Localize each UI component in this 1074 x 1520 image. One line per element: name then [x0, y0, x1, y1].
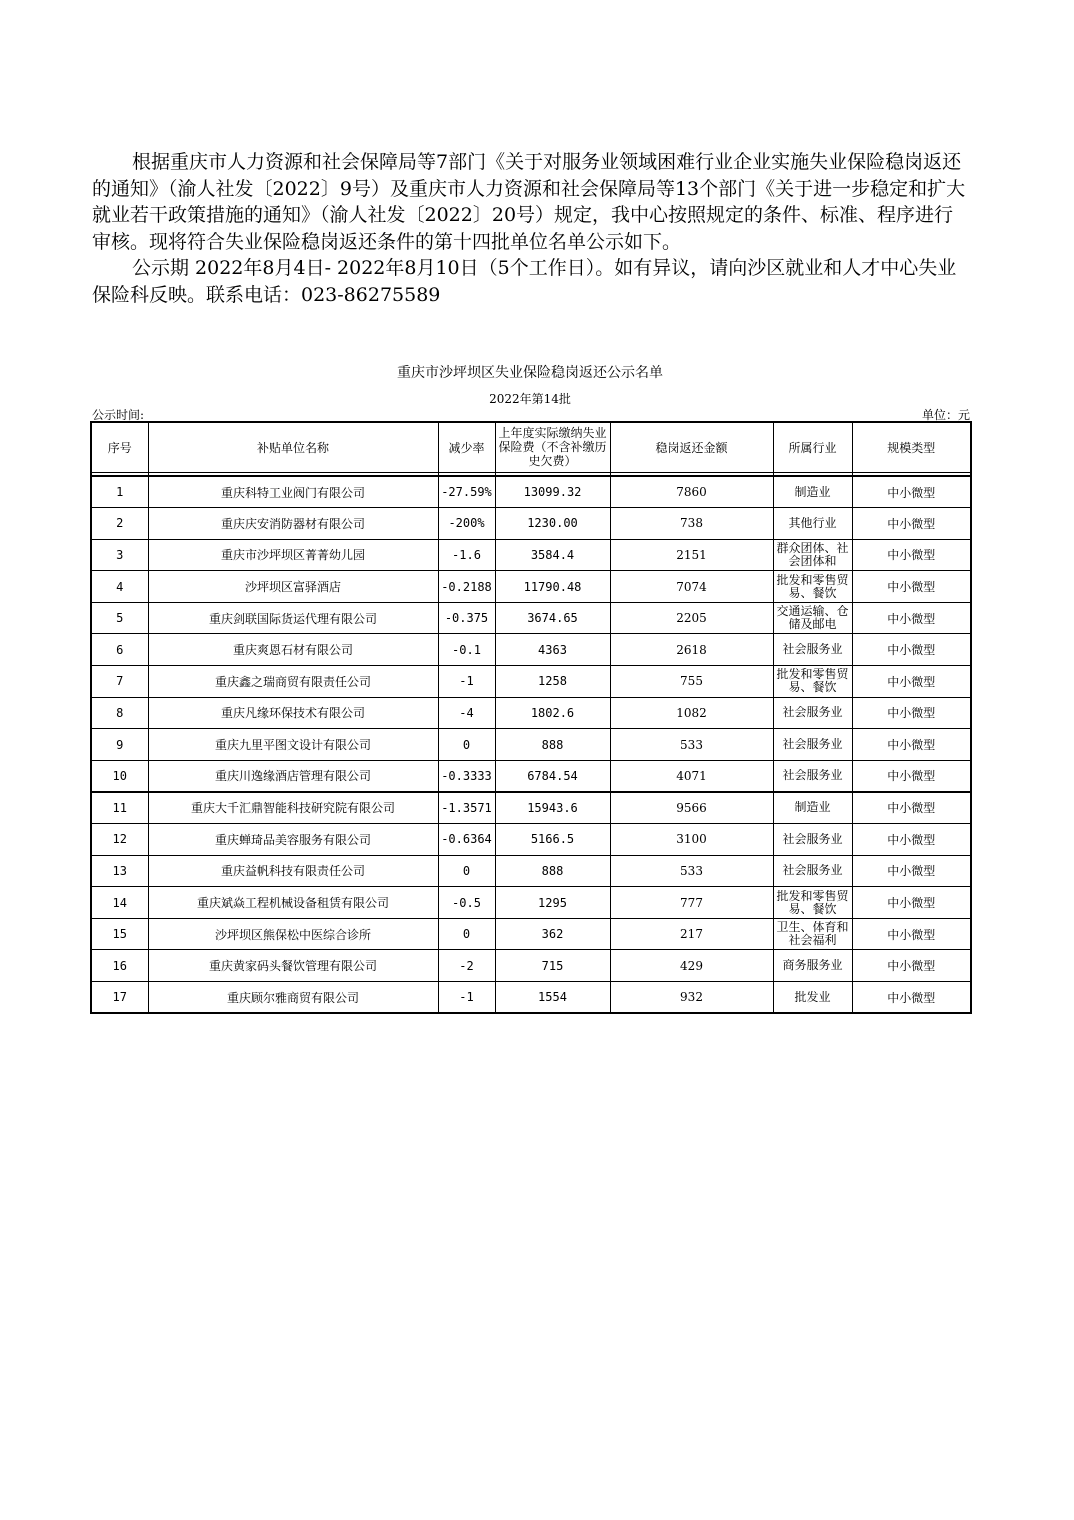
cell-reduction-rate: -1.3571 [438, 792, 495, 824]
header-premium-paid: 上年度实际缴纳失业保险费（不含补缴历史欠费） [495, 422, 610, 472]
cell-refund-amount: 9566 [610, 792, 773, 824]
cell-index: 17 [91, 982, 148, 1014]
cell-reduction-rate: -0.1 [438, 634, 495, 666]
cell-industry [773, 634, 852, 666]
cell-refund-amount: 217 [610, 918, 773, 950]
cell-reduction-rate: -2 [438, 950, 495, 982]
table-row [91, 760, 971, 792]
cell-premium-paid: 13099.32 [495, 476, 610, 508]
table-title: 重庆市沙坪坝区失业保险稳岗返还公示名单 [397, 365, 663, 381]
cell-industry [773, 950, 852, 982]
table-row [91, 571, 971, 603]
cell-index: 6 [91, 634, 148, 666]
cell-reduction-rate: -1 [438, 666, 495, 698]
cell-index: 1 [91, 476, 148, 508]
cell-industry [773, 982, 852, 1014]
cell-scale: 中小微型 [852, 697, 971, 729]
cell-industry [773, 476, 852, 508]
cell-industry [773, 792, 852, 824]
cell-unit-name: 重庆凡缘环保技术有限公司 [148, 697, 438, 729]
table-row [91, 602, 971, 634]
cell-scale: 中小微型 [852, 539, 971, 571]
table-row [91, 476, 971, 508]
table-row [91, 508, 971, 540]
cell-scale: 中小微型 [852, 634, 971, 666]
industry-text: 群众团体、社会团体和 [776, 541, 849, 568]
cell-industry [773, 508, 852, 540]
cell-industry [773, 697, 852, 729]
cell-index: 11 [91, 792, 148, 824]
table-subtitle: 2022年第14批 [489, 392, 571, 406]
header-reduction-rate: 减少率 [438, 422, 495, 472]
cell-industry [773, 539, 852, 571]
cell-unit-name: 重庆庆安消防器材有限公司 [148, 508, 438, 540]
cell-scale: 中小微型 [852, 508, 971, 540]
cell-scale: 中小微型 [852, 602, 971, 634]
cell-refund-amount: 755 [610, 666, 773, 698]
cell-unit-name: 重庆黄家码头餐饮管理有限公司 [148, 950, 438, 982]
cell-industry [773, 918, 852, 950]
cell-unit-name: 重庆斌焱工程机械设备租赁有限公司 [148, 887, 438, 919]
header-scale: 规模类型 [852, 422, 971, 472]
cell-refund-amount: 777 [610, 887, 773, 919]
industry-text: 社会服务业 [782, 864, 843, 878]
cell-industry [773, 887, 852, 919]
table-body [91, 476, 971, 1013]
table-row [91, 697, 971, 729]
industry-text: 卫生、体育和社会福利 [776, 921, 849, 948]
cell-index: 9 [91, 729, 148, 761]
cell-index: 5 [91, 602, 148, 634]
cell-scale: 中小微型 [852, 571, 971, 603]
table-row [91, 634, 971, 666]
industry-text: 制造业 [794, 801, 831, 815]
table-row [91, 824, 971, 856]
cell-index: 3 [91, 539, 148, 571]
cell-scale: 中小微型 [852, 666, 971, 698]
cell-premium-paid: 888 [495, 855, 610, 887]
cell-industry [773, 855, 852, 887]
cell-reduction-rate: -0.6364 [438, 824, 495, 856]
industry-text: 商务服务业 [782, 959, 843, 973]
industry-text: 社会服务业 [782, 643, 843, 657]
cell-refund-amount: 2205 [610, 602, 773, 634]
cell-unit-name: 沙坪坝区富驿酒店 [148, 571, 438, 603]
intro-paragraph-2: 公示期 2022年8月4日- 2022年8月10日（5个工作日）。如有异议，请向沙区就业和人才中心失业保险科反映。联系电话：023-86275589 [92, 257, 957, 306]
cell-premium-paid: 3674.65 [495, 602, 610, 634]
cell-unit-name: 重庆剑联国际货运代理有限公司 [148, 602, 438, 634]
table-row [91, 887, 971, 919]
cell-industry [773, 666, 852, 698]
industry-text: 社会服务业 [782, 832, 843, 846]
cell-index: 8 [91, 697, 148, 729]
cell-scale: 中小微型 [852, 982, 971, 1014]
intro-text [92, 149, 972, 308]
cell-scale: 中小微型 [852, 729, 971, 761]
industry-text: 批发和零售贸易、餐饮 [776, 668, 849, 695]
cell-scale: 中小微型 [852, 824, 971, 856]
table-row [91, 855, 971, 887]
cell-premium-paid: 11790.48 [495, 571, 610, 603]
table-row [91, 729, 971, 761]
cell-unit-name: 重庆益帆科技有限责任公司 [148, 855, 438, 887]
cell-index: 13 [91, 855, 148, 887]
cell-premium-paid: 715 [495, 950, 610, 982]
industry-text: 其他行业 [788, 516, 837, 530]
cell-reduction-rate: -27.59% [438, 476, 495, 508]
cell-premium-paid: 4363 [495, 634, 610, 666]
cell-industry [773, 824, 852, 856]
cell-reduction-rate: 0 [438, 729, 495, 761]
cell-unit-name: 重庆顾尔雅商贸有限公司 [148, 982, 438, 1014]
cell-unit-name: 重庆蝉琦品美容服务有限公司 [148, 824, 438, 856]
cell-premium-paid: 1295 [495, 887, 610, 919]
cell-industry [773, 602, 852, 634]
industry-text: 交通运输、仓储及邮电 [776, 605, 849, 632]
cell-refund-amount: 2618 [610, 634, 773, 666]
cell-reduction-rate: -1 [438, 982, 495, 1014]
cell-reduction-rate: -0.375 [438, 602, 495, 634]
cell-unit-name: 重庆爽恩石材有限公司 [148, 634, 438, 666]
cell-scale: 中小微型 [852, 792, 971, 824]
table-header [91, 422, 971, 476]
table-row [91, 918, 971, 950]
cell-refund-amount: 3100 [610, 824, 773, 856]
cell-premium-paid: 1802.6 [495, 697, 610, 729]
cell-premium-paid: 1554 [495, 982, 610, 1014]
unit-label: 单位：元 [921, 408, 970, 422]
cell-index: 12 [91, 824, 148, 856]
industry-text: 社会服务业 [782, 706, 843, 720]
table-row [91, 950, 971, 982]
cell-reduction-rate: -4 [438, 697, 495, 729]
cell-index: 2 [91, 508, 148, 540]
cell-scale: 中小微型 [852, 887, 971, 919]
industry-text: 社会服务业 [782, 769, 843, 783]
cell-premium-paid: 6784.54 [495, 760, 610, 792]
cell-index: 7 [91, 666, 148, 698]
industry-text: 制造业 [794, 485, 831, 499]
table-row [91, 666, 971, 698]
cell-premium-paid: 5166.5 [495, 824, 610, 856]
cell-premium-paid: 3584.4 [495, 539, 610, 571]
cell-premium-paid: 15943.6 [495, 792, 610, 824]
intro-paragraph-1: 根据重庆市人力资源和社会保障局等7部门《关于对服务业领域困难行业企业实施失业保险稳岗返还的通知》（渝人社发〔2022〕9号）及重庆市人力资源和社会保障局等13个部门《关于进一步稳定和扩大就业若干政策措施的通知》（渝人社发〔2022〕20号）规定，我中心按照规定的条件、标准、程序进行审核。现将符合失业保险稳岗返还条件的第十四批单位名单公示如下。 [92, 151, 966, 253]
cell-reduction-rate: -200% [438, 508, 495, 540]
cell-refund-amount: 1082 [610, 697, 773, 729]
cell-industry [773, 571, 852, 603]
cell-reduction-rate: 0 [438, 855, 495, 887]
header-unit-name: 补贴单位名称 [148, 422, 438, 472]
cell-index: 14 [91, 887, 148, 919]
list-table [90, 421, 972, 1014]
cell-refund-amount: 429 [610, 950, 773, 982]
header-index: 序号 [91, 422, 148, 472]
cell-reduction-rate: 0 [438, 918, 495, 950]
cell-scale: 中小微型 [852, 760, 971, 792]
cell-industry [773, 760, 852, 792]
cell-premium-paid: 1230.00 [495, 508, 610, 540]
cell-refund-amount: 738 [610, 508, 773, 540]
cell-refund-amount: 2151 [610, 539, 773, 571]
cell-premium-paid: 362 [495, 918, 610, 950]
cell-refund-amount: 7860 [610, 476, 773, 508]
cell-unit-name: 重庆大千汇鼎智能科技研究院有限公司 [148, 792, 438, 824]
header-refund-amount: 稳岗返还金额 [610, 422, 773, 472]
cell-scale: 中小微型 [852, 918, 971, 950]
cell-index: 15 [91, 918, 148, 950]
cell-refund-amount: 533 [610, 855, 773, 887]
cell-reduction-rate: -0.2188 [438, 571, 495, 603]
cell-unit-name: 重庆科特工业阀门有限公司 [148, 476, 438, 508]
cell-index: 10 [91, 760, 148, 792]
cell-unit-name: 重庆川逸缘酒店管理有限公司 [148, 760, 438, 792]
cell-index: 16 [91, 950, 148, 982]
cell-premium-paid: 1258 [495, 666, 610, 698]
industry-text: 批发和零售贸易、餐饮 [776, 889, 849, 916]
cell-scale: 中小微型 [852, 476, 971, 508]
cell-unit-name: 重庆市沙坪坝区菁菁幼儿园 [148, 539, 438, 571]
cell-unit-name: 沙坪坝区熊保松中医综合诊所 [148, 918, 438, 950]
cell-reduction-rate: -1.6 [438, 539, 495, 571]
cell-reduction-rate: -0.3333 [438, 760, 495, 792]
publish-time-label: 公示时间: [92, 408, 145, 422]
cell-refund-amount: 533 [610, 729, 773, 761]
cell-refund-amount: 7074 [610, 571, 773, 603]
industry-text: 社会服务业 [782, 738, 843, 752]
table-row [91, 792, 971, 824]
cell-reduction-rate: -0.5 [438, 887, 495, 919]
cell-unit-name: 重庆九里平图文设计有限公司 [148, 729, 438, 761]
cell-index: 4 [91, 571, 148, 603]
table-row [91, 539, 971, 571]
cell-scale: 中小微型 [852, 855, 971, 887]
cell-unit-name: 重庆鑫之瑞商贸有限责任公司 [148, 666, 438, 698]
industry-text: 批发和零售贸易、餐饮 [776, 573, 849, 600]
cell-industry [773, 729, 852, 761]
cell-refund-amount: 932 [610, 982, 773, 1014]
cell-scale: 中小微型 [852, 950, 971, 982]
industry-text: 批发业 [794, 990, 831, 1004]
cell-refund-amount: 4071 [610, 760, 773, 792]
table-row [91, 982, 971, 1014]
cell-premium-paid: 888 [495, 729, 610, 761]
header-industry: 所属行业 [773, 422, 852, 472]
